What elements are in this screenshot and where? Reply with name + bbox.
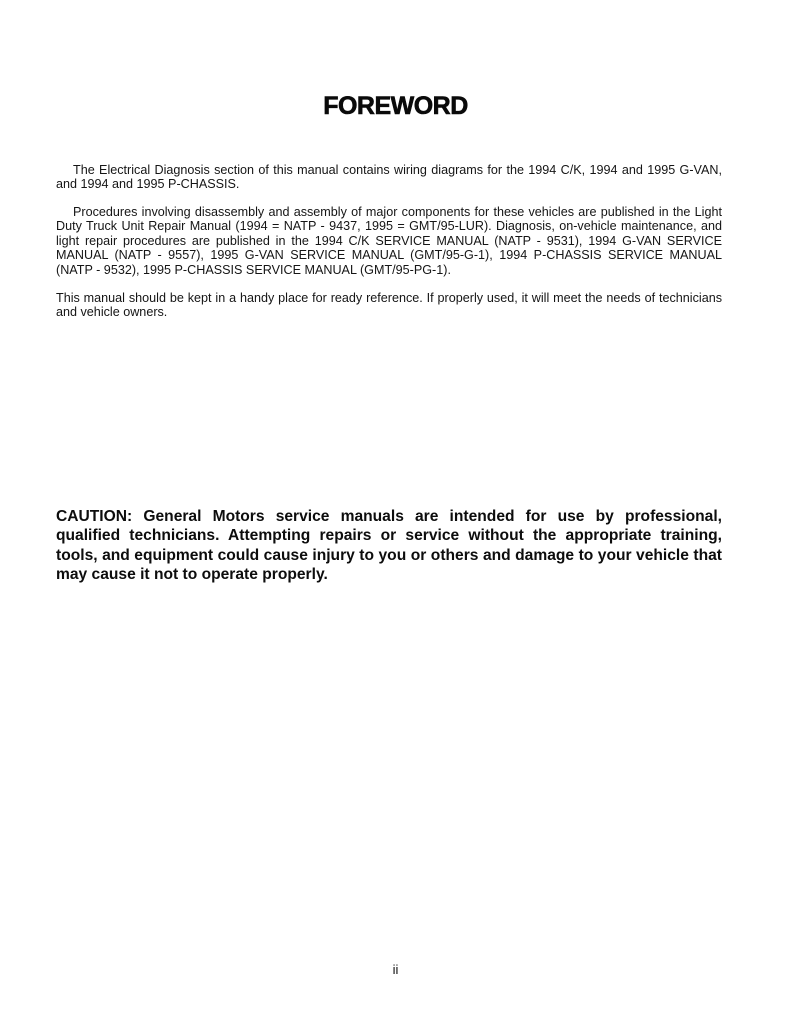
- page-title: FOREWORD: [323, 92, 468, 120]
- paragraph-intro: The Electrical Diagnosis section of this manual contains wiring diagrams for the 1994 C/K, 1994 and 1995 G-VAN, and 1994 and 1995 P-CHASSIS.: [56, 162, 722, 192]
- paragraph-reference: This manual should be kept in a handy place for ready reference. If properly used, it will meet the needs of technicians and vehicle owners.: [56, 290, 722, 320]
- paragraph-procedures: Procedures involving disassembly and assembly of major components for these vehicles are published in the Light Duty Truck Unit Repair Manual (1994 = NATP - 9437, 1995 = GMT/95-LUR). Diagnosis, on-vehicle maintenance, and light repair procedures are published in the 1994 C/K SERVICE MANUAL (NATP - 9531), 1994 G-VAN SERVICE MANUAL (NATP - 9557), 1995 G-VAN SERVICE MANUAL (GMT/95-G-1), 1994 P-CHASSIS SERVICE MANUAL (NATP - 9532), 1995 P-CHASSIS SERVICE MANUAL (GMT/95-PG-1).: [56, 204, 722, 277]
- caution-notice: CAUTION: General Motors service manuals are intended for use by professional, qualified technicians. Attempting repairs or service without the appropriate training, tools, and equipment could cause injury to you or others and damage to your vehicle that may cause it not to operate properly.: [56, 507, 722, 584]
- page-number: ii: [392, 962, 399, 977]
